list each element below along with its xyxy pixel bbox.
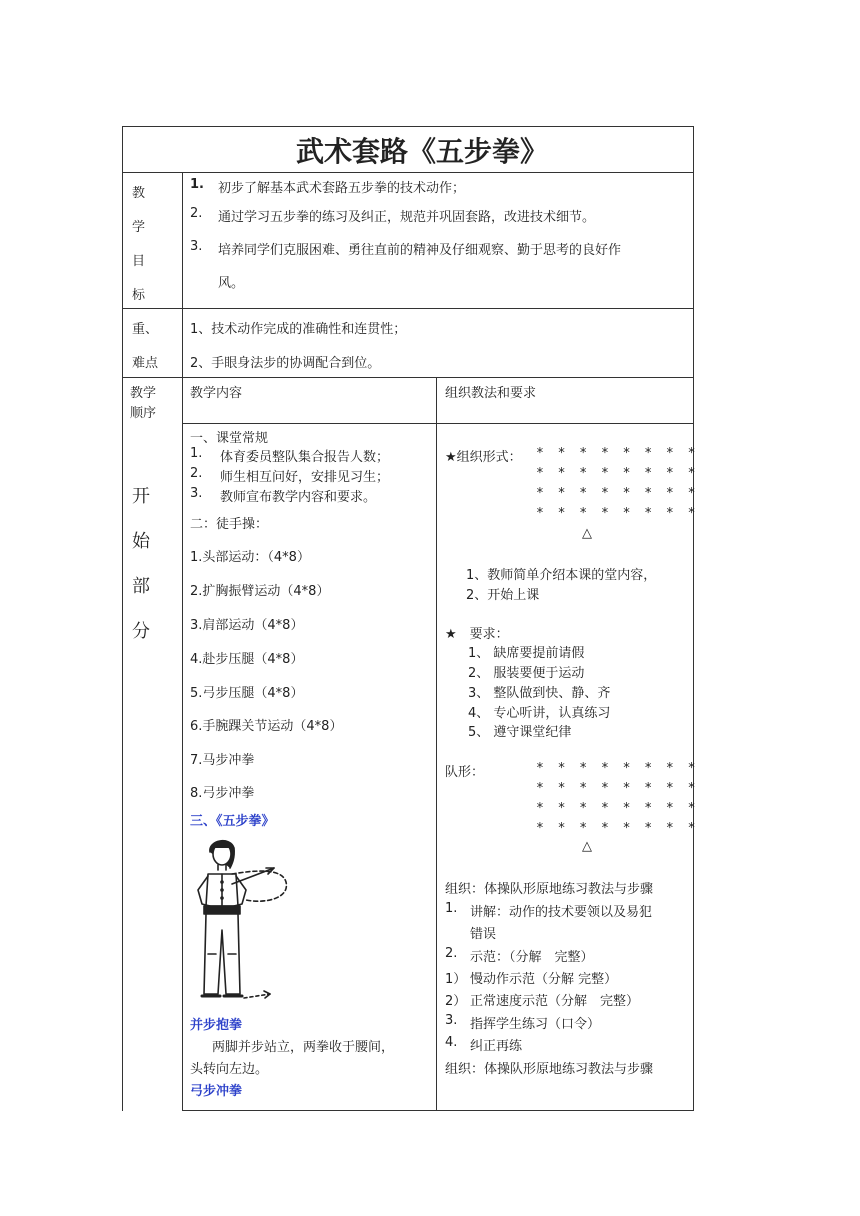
routine-text: 师生相互问好，安排见习生； [220,470,390,485]
step-text: 讲解：动作的技术要领以及易犯 [470,905,653,920]
formation-label: ★组织形式： [445,450,522,465]
keypoints-row-border [122,377,694,378]
wubuquan-heading: 三、《五步拳》 [190,814,275,829]
formation2-stars-row: * * * * * * * * [536,781,699,796]
step-text: 慢动作示范（分解 完整） [470,972,618,987]
section-label-2: 始 [132,531,150,552]
org-title-2: 组织：体操队形原地练习教法与步骤 [445,1062,654,1077]
step-text: 错误 [470,927,497,942]
method-header: 组织教法和要求 [445,386,537,401]
objective-text: 初步了解基本武术套路五步拳的技术动作； [218,181,466,196]
exercise-item: 2.扩胸振臂运动（4*8） [190,584,330,599]
org-title: 组织：体操队形原地练习教法与步骤 [445,882,654,897]
intro-item: 1、教师简单介绍本课的堂内容， [466,568,657,583]
keypoints-label-1: 重、 [132,322,159,337]
title-row-border [122,172,694,173]
formation2-label: 队形： [445,765,485,780]
requirement-item: 3、 整队做到快、静、齐 [468,686,611,701]
routine-text: 教师宣布教学内容和要求。 [220,490,377,505]
keypoint-item: 1、技术动作完成的准确性和连贯性； [190,322,407,337]
move1-desc-2: 头转向左边。 [190,1062,269,1077]
formation-stars-row: * * * * * * * * [536,486,699,501]
formation-stars-row: * * * * * * * * [536,466,699,481]
step-text: 示范：（分解 完整） [470,950,594,965]
teacher-mark-2: △ [582,839,592,854]
exercise-item: 3.肩部运动（4*8） [190,618,304,633]
formation-stars-row: * * * * * * * * [536,506,699,521]
objective-text-cont: 风。 [218,276,245,291]
table-left-border [122,126,123,1111]
requirements-label: ★ 要求： [445,627,509,642]
move2-title: 弓步冲拳 [190,1084,243,1099]
content-header: 教学内容 [190,386,243,401]
routine-num: 2. [190,466,203,481]
exercise-item: 1.头部运动：（4*8） [190,550,310,565]
objective-text: 通过学习五步拳的练习及纠正，规范并巩固套路，改进技术细节。 [218,210,596,225]
table-top-border [122,126,694,127]
requirement-item: 2、 服装要便于运动 [468,666,585,681]
objective-text: 培养同学们克服困难、勇往直前的精神及仔细观察、勤于思考的良好作 [218,243,622,258]
step-num: 3. [445,1013,458,1028]
routine-title: 一、课堂常规 [190,431,269,446]
section-label-4: 分 [132,621,150,642]
page-title: 武术套路《五步拳》 [296,135,549,168]
table-right-border [693,126,694,1111]
figure-illustration [186,834,296,1004]
content-column-border [436,377,437,1111]
objectives-row-border [122,308,694,309]
routine-num: 3. [190,486,203,501]
step-num: 1） [445,972,467,987]
routine-text: 体育委员整队集合报告人数； [220,450,390,465]
section-label-1: 开 [132,486,150,507]
keypoints-label-2: 难点 [132,356,159,371]
exercise-item: 6.手腕踝关节运动（4*8） [190,719,343,734]
objectives-label-3: 目 [132,254,146,269]
table-bottom-border [182,1110,694,1111]
formation2-stars-row: * * * * * * * * [536,821,699,836]
section-label-3: 部 [132,576,150,597]
step-text: 纠正再练 [470,1039,523,1054]
objective-num: 3. [190,239,203,254]
exercise-item: 8.弓步冲拳 [190,786,255,801]
objectives-label-2: 学 [132,220,146,235]
keypoint-item: 2、手眼身法步的协调配合到位。 [190,356,381,371]
exercise-item: 5.弓步压腿（4*8） [190,686,304,701]
move1-desc-1: 两脚并步站立，两拳收于腰间， [212,1040,395,1055]
exercise-title: 二：徒手操： [190,517,269,532]
step-num: 2） [445,994,467,1009]
teacher-mark: △ [582,526,592,541]
step-text: 正常速度示范（分解 完整） [470,994,640,1009]
intro-item: 2、开始上课 [466,588,540,603]
exercise-item: 4.赴步压腿（4*8） [190,652,304,667]
formation2-stars-row: * * * * * * * * [536,761,699,776]
requirement-item: 1、 缺席要提前请假 [468,646,585,661]
header-row-border [182,423,694,424]
exercise-item: 7.马步冲拳 [190,753,255,768]
order-header-1: 教学 [130,386,157,401]
requirement-item: 4、 专心听讲，认真练习 [468,706,611,721]
step-num: 1. [445,901,458,916]
move1-title: 并步抱拳 [190,1018,243,1033]
step-num: 2. [445,946,458,961]
label-column-border [182,172,183,1111]
objective-num: 1. [190,177,204,192]
step-num: 4. [445,1035,458,1050]
objectives-label-1: 教 [132,186,146,201]
requirement-item: 5、 遵守课堂纪律 [468,725,572,740]
formation-stars-row: * * * * * * * * [536,446,699,461]
objective-num: 2. [190,206,203,221]
routine-num: 1. [190,446,203,461]
formation2-stars-row: * * * * * * * * [536,801,699,816]
order-header-2: 顺序 [130,406,157,421]
objectives-label-4: 标 [132,288,146,303]
step-text: 指挥学生练习（口令） [470,1017,601,1032]
